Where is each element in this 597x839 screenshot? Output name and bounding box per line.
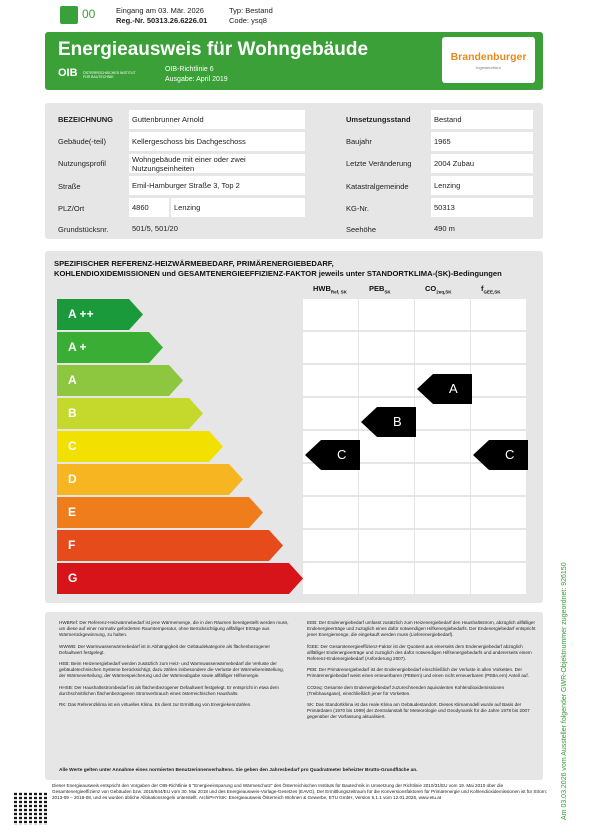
rating-label: A <box>449 381 458 396</box>
class-bar-3 <box>57 398 203 429</box>
grid-cell <box>471 398 526 429</box>
grid-cell <box>359 365 414 396</box>
legend-entry: WWWB: Der Warmwasserwärmebedarf ist in Abhängigkeit der Gebäudekategorie als flächenbezogener Defaultwert festgelegt. <box>59 643 270 655</box>
oib-logo: OIB <box>58 67 78 79</box>
grid-cell <box>471 299 526 330</box>
grid-cell <box>303 365 358 396</box>
building-info-panel <box>45 103 543 239</box>
legend-entry: HHSB: Der Haushaltsstrombedarf ist als flächenbezogener Defaultwert festgelegt. Er entspricht in etwa dem durchschnittlichen flächenbezogenen Stromverbrauch eines österreichischen Haushalts. <box>59 684 279 696</box>
grid-cell <box>415 464 470 495</box>
strasse-label: Straße <box>58 182 81 191</box>
plz-label: PLZ/Ort <box>58 204 85 213</box>
umsetzungsstand-value: Bestand <box>431 110 533 129</box>
legend-entry: EEB: Der Endenergiebedarf umfasst zusätzlich zum Heizenergiebedarf den Haushaltsstrom, abzüglich allfälliger Endenergieerträge und zuzüglich eines dafür notwendigen Hilfsenergiebedarfs. Der Endenergiebedarf entspricht jener Energiemenge, die eingekauft werden muss (Lieferenergiebedarf). <box>307 620 536 638</box>
grid-cell <box>415 431 470 462</box>
legend-entry: fGEE: Der Gesamtenergieeffizienz-Faktor ist der Quotient aus einerseits dem Endenergiebedarf abzüglich allfälliger Endenergieerträge und zuzüglich des dafür notwendigen Hilfsenergiebedarfs und andererseits einem Referenz-Endenergiebedarf (Anforderung 2007). <box>307 643 532 662</box>
badge-number: 00 <box>82 7 96 21</box>
column-header-3: $f_{GEE,SK}$ <box>481 284 501 295</box>
grid-cell <box>415 530 470 561</box>
class-bar-6 <box>57 497 263 528</box>
plz-value: 4860 <box>129 198 169 217</box>
letzte-veraenderung-label: Letzte Veränderung <box>346 159 412 168</box>
class-label: A <box>68 373 77 387</box>
nutzungsprofil-label: Nutzungsprofil <box>58 159 106 168</box>
grid-cell <box>471 563 526 594</box>
class-bar-4 <box>57 431 223 462</box>
footnote: Dieser Energieausweis entspricht den Vorgaben der OIB-Richtlinie 6 "Energieeinsparung und Wärmeschutz" des Österreichischen Instituts für Bautechnik in Umsetzung der Richtlinie 2010/31/EU vom 19. Mai 2010 über die Gesamtenergieeffizienz von Gebäuden bzw. 2018/844/EU vom 30. Mai 2018 und des Energieausweis-Vorlage-Gesetzes (EAVG). Der Ermittlungszeitraum für die Konversionsfaktoren für Primärenergie und Kohlendioxidemissionen ist für Strom: 2013-09 – 2018-08, und es wurden übliche Allokationsregeln unterstellt. ArchiPHYSIK: Energieausweis Österreich Wohnen & Gewerbe, ETU GmbH, Version 6.1.1 vom 12.01.2026, www.etu.at <box>52 783 547 800</box>
legend-right-column <box>307 620 539 726</box>
grid-cell <box>415 497 470 528</box>
class-bar-0 <box>57 299 143 330</box>
nutzungsprofil-value: Wohngebäude mit einer oder zwei Nutzungseinheiten <box>129 154 305 173</box>
brand-name: Brandenburger <box>450 51 527 63</box>
type-label: Typ: Bestand <box>229 6 273 15</box>
grid-cell <box>359 497 414 528</box>
kg-nr-value: 50313 <box>431 198 533 217</box>
ort-value: Lenzing <box>171 198 305 217</box>
gebaeude-label: Gebäude(-teil) <box>58 137 106 146</box>
title-banner <box>45 32 543 90</box>
column-header-0: $HWB_{Ref, SK}$ <box>313 284 347 295</box>
grid-cell <box>359 332 414 363</box>
grid-cell <box>303 299 358 330</box>
grid-cell <box>415 299 470 330</box>
class-label: G <box>68 571 78 585</box>
column-header-2: $CO_{2eq,SK}$ <box>425 284 452 295</box>
bezeichnung-value: Guttenbrunner Arnold <box>129 110 305 129</box>
grid-cell <box>303 332 358 363</box>
code-label: Code: ysq8 <box>229 16 267 25</box>
rating-marker-peb <box>361 407 416 437</box>
grid-cell <box>359 464 414 495</box>
grid-cell <box>415 332 470 363</box>
class-bar-5 <box>57 464 243 495</box>
grid-cell <box>359 299 414 330</box>
page-title: Energieausweis für Wohngebäude <box>58 39 369 60</box>
legend-entry: CO2eq: Gesamte dem Endenergiebedarf zuzurechnenden äquivalenten Kohlendioxidemissionen (Treibhausgase), einschließlich jener für Vorketten. <box>307 684 505 696</box>
rating-marker-fgee <box>473 440 528 470</box>
rating-label: C <box>505 447 515 462</box>
katastralgemeinde-value: Lenzing <box>431 176 533 195</box>
class-label: D <box>68 472 77 486</box>
grid-cell <box>359 563 414 594</box>
rating-marker-hwb <box>305 440 360 470</box>
brand-subtitle: Ingenieurbüro <box>476 65 501 70</box>
grid-cell <box>471 497 526 528</box>
legend-footer: Alle Werte gelten unter Annahme eines normierten Benutzerinnenverhaltens. Sie geben den Jahresbedarf pro Quadratmeter beheizter Brutto-Grundfläche an. <box>59 768 418 773</box>
grid-cell <box>303 497 358 528</box>
letzte-veraenderung-value: 2004 Zubau <box>431 154 533 173</box>
rating-label: B <box>393 414 402 429</box>
legend-entry: RK: Das Referenzklima ist ein virtuelles Klima. Es dient zur Ermittlung von Energiekennzahlen. <box>59 702 252 708</box>
grid-cell <box>303 563 358 594</box>
grid-cell <box>415 563 470 594</box>
gebaeude-value: Kellergeschoss bis Dachgeschoss <box>129 132 305 151</box>
bezeichnung-label: BEZEICHNUNG <box>58 115 114 124</box>
grundstuecksnr-label: Grundstücksnr. <box>58 225 109 234</box>
umsetzungsstand-label: Umsetzungsstand <box>346 115 411 124</box>
brand-logo <box>442 37 535 83</box>
class-label: F <box>68 538 76 552</box>
class-label: E <box>68 505 77 519</box>
class-bar-2 <box>57 365 183 396</box>
legend-entry: HWBRef: Der Referenz-Heizwärmebedarf ist jene Wärmemenge, die in den Räumen bereitgestellt werden muss, um diese auf einer normativ geforderten Raumtemperatur, ohne Berücksichtigung allfälliger Erträge aus Wärmerückgewinnung, zu halten. <box>59 620 289 638</box>
class-bar-7 <box>57 530 283 561</box>
class-bar-8 <box>57 563 303 594</box>
side-note: Am 03.03.2026 vom Aussteller folgender GWR-Objektnummer zugeordnet: 926150 <box>561 562 568 820</box>
rating-marker-co2 <box>417 374 472 404</box>
seehoehe-label: Seehöhe <box>346 225 377 234</box>
grid-cell <box>471 332 526 363</box>
legend-panel <box>45 612 543 780</box>
class-label: B <box>68 406 77 420</box>
pass-icon <box>60 6 78 24</box>
column-header-1: $PEB_{SK}$ <box>369 284 391 295</box>
katastralgemeinde-label: Katastralgemeinde <box>346 182 409 191</box>
grid-cell <box>359 530 414 561</box>
class-bar-1 <box>57 332 163 363</box>
grundstuecksnr-value: 501/5, 501/20 <box>132 224 178 233</box>
strasse-value: Emil-Hamburger Straße 3, Top 2 <box>129 176 305 195</box>
oib-richtlinie: OIB-Richtlinie 6 <box>165 66 214 73</box>
energy-title <box>54 259 502 278</box>
kg-nr-label: KG-Nr. <box>346 204 369 213</box>
qr-code-overlay <box>14 792 47 825</box>
class-label: A ++ <box>68 307 94 321</box>
legend-entry: HEB: Beim Heizenergiebedarf werden zusätzlich zum Heiz- und Warmwasserwärmebedarf die Verluste der gebäudetechnischen Systeme berücksichtigt, dazu zählen insbesondere die Verluste der Wärmebereitstellung, der Wärmeverteilung, der Wärmespeicherung und der Wärmeabgabe sowie allfälliger Hilfsenergie. <box>59 661 284 679</box>
energy-rating-panel <box>45 251 543 603</box>
grid-cell <box>303 398 358 429</box>
registration-number: Reg.-Nr. 50313.26.6226.01 <box>116 16 208 25</box>
oib-logo-subtitle: ÖSTERREICHISCHES INSTITUT FÜR BAUTECHNIK <box>83 71 136 79</box>
energy-title-line2: KOHLENDIOXIDEMISSIONEN und GESAMTENERGIEEFFIZIENZ-FAKTOR jeweils unter STANDORTKLIMA-(SK)-Bedingungen <box>54 268 502 278</box>
legend-left-column <box>59 620 291 713</box>
oib-ausgabe: Ausgabe: April 2019 <box>165 76 228 83</box>
grid-cell <box>471 365 526 396</box>
legend-entry: SK: Das Standortklima ist das reale Klima am Gebäudestandort. Dieses Klimamodell wurde auf Basis der Primärdaten (1970 bis 1999) der Zentralanstalt für Meteorologie und Geodynamik für die Jahre 1978 bis 2007 gegenüber der Vorfassung aktualisiert. <box>307 702 530 720</box>
class-label: C <box>68 439 77 453</box>
rating-label: C <box>337 447 347 462</box>
class-label: A + <box>68 340 87 354</box>
baujahr-label: Baujahr <box>346 137 372 146</box>
seehoehe-value: 490 m <box>434 224 455 233</box>
legend-entry: PEB: Der Primärenergiebedarf ist der Endenergiebedarf einschließlich der Verluste in allen Vorketten. Der Primärenergiebedarf weist einen erneuerbaren (PEBern) und einen nicht erneuerbaren (PEBn.ern) Anteil auf. <box>307 667 529 679</box>
energy-title-line1: SPEZIFISCHER REFERENZ-HEIZWÄRMEBEDARF, PRIMÄRENERGIEBEDARF, <box>54 259 334 268</box>
grid-cell <box>303 530 358 561</box>
baujahr-value: 1965 <box>431 132 533 151</box>
eingang-date: Eingang am 03. Mär. 2026 <box>116 6 204 15</box>
grid-cell <box>471 530 526 561</box>
